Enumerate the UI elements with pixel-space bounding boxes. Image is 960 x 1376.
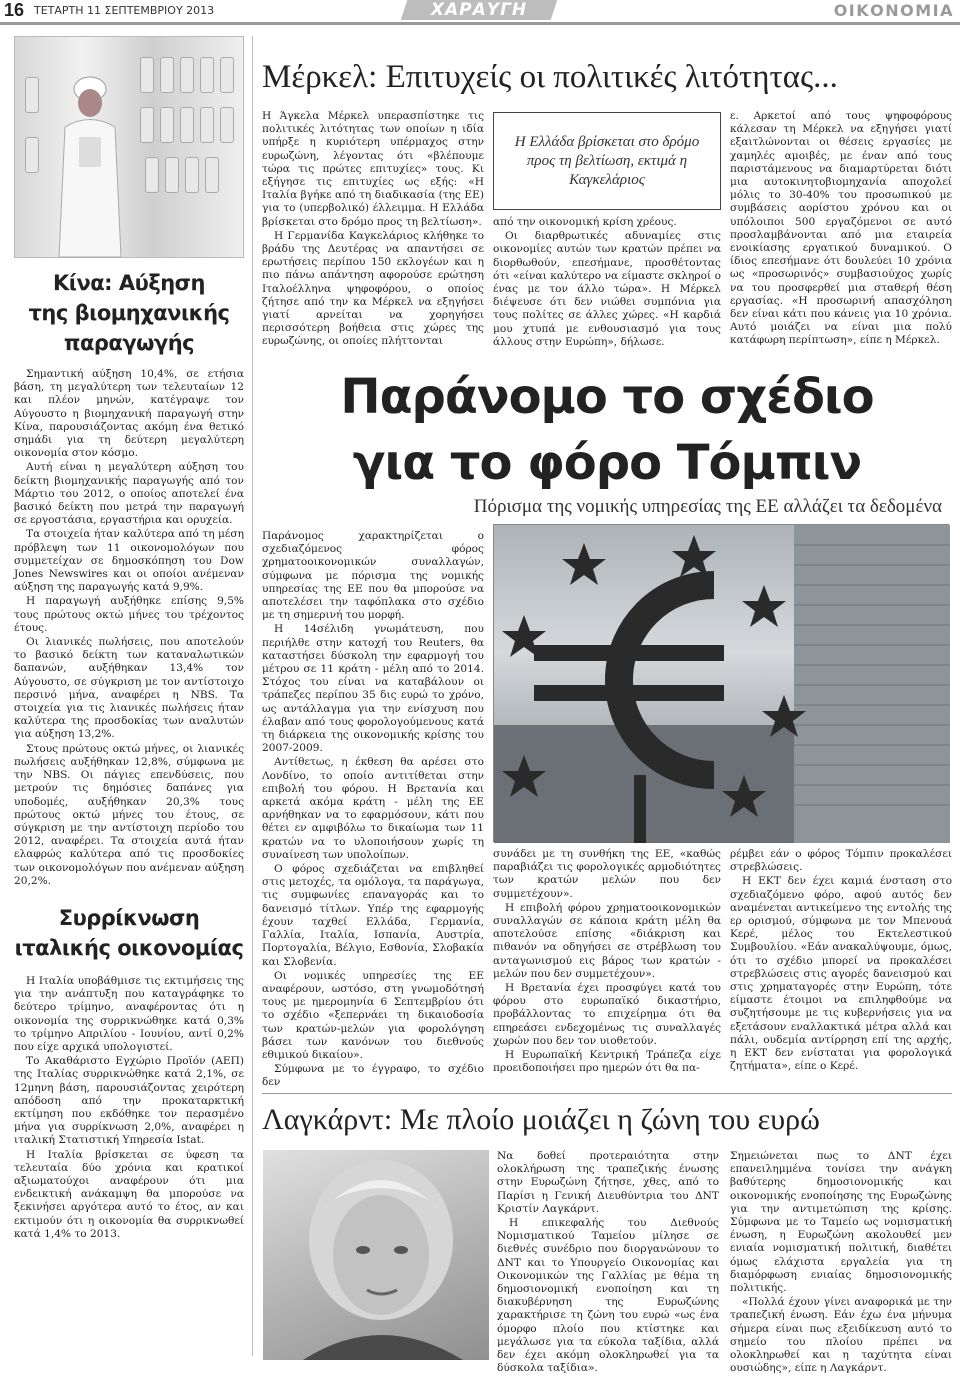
- lagarde-portrait-image: [263, 1150, 489, 1360]
- china-paragraph: Οι λιανικές πωλήσεις, που αποτελούν το βασικό δείκτη των καταναλωτικών δαπανών, αυξήθηκαν 13,4% τον Αύγουστο, σε σύγκριση με τον αντίστοιχο περσινό μήνα, αναφέρει η NBS. Τα στοιχεία για τις λιανικές πωλήσεις ήταν καλύτερα της προσδοκίας των αναλυτών για αύξηση 13,2%.: [14, 636, 244, 741]
- euro-sculpture-image: [494, 525, 950, 843]
- tobin-paragraph: Σύμφωνα με το έγγραφο, το σχέδιο δεν: [262, 1063, 484, 1089]
- logo-text: ΧΑΡΑΥΓΗ: [430, 0, 528, 20]
- tobin-paragraph: Ο φόρος σχεδιάζεται να επιβληθεί στις μετοχές, τα ομόλογα, τα παράγωγα, τις συμφωνίες επαναγοράς και το δανεισμό τίτλων. Υπέρ της εφαρμογής έχουν ταχθεί Ελλάδα, Γερμανία, Γαλλία, Ιταλία, Ισπανία, Αυστρία, Πορτογαλία, Βέλγιο, Εσθονία, Σλοβακία και Σλοβενία.: [262, 863, 484, 968]
- tobin-paragraph: συνάδει με τη συνθήκη της ΕΕ, «καθώς παραβιάζει τις φορολογικές αρμοδιότητες των κρατών μελών που δεν συμμετέχουν».: [493, 848, 721, 900]
- tobin-paragraph: Η επιβολή φόρου χρηματοοικονομικών συναλλαγών σε κάποια κράτη μέλη θα αποτελούσε επίσης «διάκριση και πιθανόν να οδηγήσει σε στρέβλωση του ανταγωνισμού εις βάρος των κρατών - μελών που δεν συμμετέχουν».: [493, 901, 721, 980]
- tobin-headline-line: για το φόρο Τόμπιν: [352, 435, 862, 491]
- merkel-column-1: [262, 110, 484, 350]
- tobin-paragraph: Οι νομικές υπηρεσίες της ΕΕ αναφέρουν, ωστόσο, στη γνωμοδότησή τους με ημερομηνία 6 Σεπτεμβρίου ότι το σχέδιο «ξεπερνάει τη δικαιοδοσία των κρατών-μελών για φορολόγηση βάσει των κανόνων του διεθνούς εθιμικού δικαίου».: [262, 969, 484, 1061]
- china-factory-photo: [14, 36, 244, 258]
- italy-title-line: ιταλικής οικονομίας: [14, 935, 244, 960]
- tobin-column-2: [493, 848, 721, 1076]
- section-name: ΟΙΚΟΝΟΜΙΑ: [833, 1, 954, 20]
- tobin-paragraph: Η Ευρωπαϊκή Κεντρική Τράπεζα είχε προειδοποιήσει προ ημερών ότι θα πα-: [493, 1049, 721, 1075]
- lagarde-divider: [262, 1093, 952, 1094]
- lagarde-paragraph: Να δοθεί προτεραιότητα στην ολοκλήρωση της τραπεζικής ένωσης στην Ευρωζώνη ζήτησε, χθες, από το Παρίσι η Γενική Διευθύντρια του ΔΝΤ Κριστίν Λαγκάρντ.: [497, 1150, 719, 1215]
- merkel-paragraph: Η Άγκελα Μέρκελ υπερασπίστηκε τις πολιτικές λιτότητας των οποίων η ιδία υπήρξε η κυριότερη υπέρμαχος στην ευρωζώνη, λέγοντας ότι «βλέπουμε τώρα τις πρώτες επιτυχίες» τους. Κι εξήγησε τις επιτυχίες ως εξής: «Η Ιταλία βγήκε από τη διαδικασία (της ΕΕ) για το (υπερβολικό) έλλειμμα. Η Ελλάδα βρίσκεται στο δρόμο προς τη βελτίωση».: [262, 110, 484, 228]
- merkel-paragraph: από την οικονομική κρίση χρέους.: [493, 216, 677, 228]
- header-divider: [0, 22, 960, 25]
- china-paragraph: Τα στοιχεία ήταν καλύτερα από τη μέση πρόβλεψη των 11 οικονομολόγων που συμμετείχαν σε δημοσκόπηση του Dow Jones Newswires και οι οποίοι ανέμεναν αύξηση της παραγωγής κατά 9,9%.: [14, 528, 244, 594]
- tobin-paragraph: Η Βρετανία έχει προσφύγει κατά του φόρου στο ευρωπαϊκό δικαστήριο, προβάλλοντας το επιχείρημα ότι θα επηρεάσει ενδεχομένως τις συναλλαγές χωρών που δεν τον υιοθετούν.: [493, 982, 721, 1047]
- euro-sculpture-photo: [493, 524, 949, 842]
- tobin-paragraph: ρέμβει εάν ο φόρος Τόμπιν προκαλέσει στρεβλώσεις.: [730, 848, 952, 874]
- italy-paragraph: Η Ιταλία βρίσκεται σε ύφεση τα τελευταία δύο χρόνια και κρατικοί αξιωματούχοι αναφέρουν ότι μια ενδεικτική ανάκαμψη θα μπορούσε να ξεκινήσει αργότερα αυτό το έτος, αν και εκτιμούν ότι η οικονομία θα συρρικνωθεί κατά 1,4% το 2013.: [14, 1148, 244, 1240]
- tobin-paragraph: Η ΕΚΤ δεν έχει καμιά ένσταση στο σχεδιαζόμενο φόρο, αφού αυτός δεν αναμένεται αντικείμενο της εντολής της ερ ορισμού, σύμφωνα με τον Μπενουά Κερέ, μέλος του Εκτελεστικού Συμβουλίου. «Εάν ανακαλύψουμε, όμως, ότι το σχέδιο μπορεί να προκαλέσει στρεβλώσεις στις αγορές δανεισμού και στις χρηματαγορές στην Ευρώπη, τότε είμαστε έτοιμοι να επιληφθούμε να συζητήσουμε με τις κυβερνήσεις για να εξετάσουν εναλλακτικά μέτρα αλλά και πάλι, ουδεμία αντίρρηση επί της αρχής, η ΕΚΤ δεν ενίσταται για φορολογικά ζητήματα», είπε ο Κερέ.: [730, 875, 952, 1073]
- column-divider: [252, 36, 253, 1356]
- merkel-headline: Μέρκελ: Επιτυχείς οι πολιτικές λιτότητας...: [262, 59, 838, 95]
- lagarde-paragraph: Η επικεφαλής του Διεθνούς Νομισματικού Ταμείου μίλησε σε διεθνές συνέδριο που διοργανώνουν το ΔΝΤ και το Υπουργείο Οικονομίας και Οικονομικών της Γαλλίας με θέμα τη δημοσιονομική ενοποίηση και τη διακυβέρνηση της Ευρωζώνης χαρακτήρισε τη ζώνη του ευρώ «ως ένα όμορφο πλοίο που κτίστηκε και μεγάλωσε για τα εύκολα ταξίδια, αλλά δεν έχει ακόμη ολοκληρωθεί για τα δύσκολα ταξίδια».: [497, 1217, 719, 1375]
- italy-paragraph: Το Ακαθάριστο Εγχώριο Προϊόν (ΑΕΠ) της Ιταλίας συρρικνώθηκε κατά 2,1%, σε 12μηνη βάση, παρουσιάζοντας χειρότερη απόδοση από την προκαταρκτική εκτίμηση που εκδόθηκε τον περασμένο μήνα για συρρίκνωση 2,0%, αναφέρει η ιταλική Στατιστική Υπηρεσία Istat.: [14, 1055, 244, 1147]
- lagarde-paragraph: Σημειώνεται πως το ΔΝΤ έχει επανειλημμένα τονίσει την ανάγκη βαθύτερης δημοσιονομικής και οικονομικής ενοποίησης της Ευρωζώνης για την αντιμετώπιση της κρίσης. Σύμφωνα με το Ταμείο ως νομισματική ένωση, η Ευρωζώνη ακολουθεί μεν ενιαία νομισματική πολιτική, διαθέτει όμως ελάχιστα εργαλεία για τη διαμόρφωση ενιαίας δημοσιονομικής πολιτικής.: [730, 1150, 952, 1295]
- tobin-paragraph: Αντίθετως, η έκθεση θα αρέσει στο Λονδίνο, το οποίο αντιτίθεται στην επιβολή του φόρου. Η Βρετανία και αρκετά ακόμα κράτη - μέλη της ΕΕ αρνήθηκαν να το εφαρμόσουν, κάτι που θέτει εν αμφιβόλω το δικαίωμα των 11 κρατών να το υλοποιήσουν χωρίς τη συναίνεση των υπολοίπων.: [262, 756, 484, 861]
- tobin-headline-line: Παράνομο το σχέδιο: [340, 369, 874, 425]
- page-number: 16: [4, 0, 30, 20]
- merkel-paragraph: Η Γερμανίδα Καγκελάριος κλήθηκε το βράδυ της Δευτέρας να απαντήσει σε ερωτήσεις περίπου 150 εκλογέων και η πιο πάνω απάντηση αφορούσε ερώτηση Ιταλοέλληνα ψηφοφόρου, ο οποίος ζήτησε από την κα Μέρκελ να εξηγήσει γιατί αρνείται να χορηγήσει περισσότερη βοήθεια στις χώρες της ευρωζώνης, οι οποίες πλήττονται: [262, 229, 484, 348]
- lagarde-paragraph: «Πολλά έχουν γίνει αναφορικά με την τραπεζική ένωση. Εάν έχω ένα μήνυμα σήμερα είναι πως εξειδίκευση αυτό το σημείο του πλοίου πρέπει να ολοκληρωθεί και η ταχύτητα είναι ουσιώδης», είπε η Λαγκάρντ.: [730, 1296, 952, 1375]
- china-paragraph: Σημαντική αύξηση 10,4%, σε ετήσια βάση, τη μεγαλύτερη των τελευταίων 12 και πλέον μηνών, κατέγραψε τον Αύγουστο η βιομηχανική παραγωγή στην Κίνα, παρουσιάζοντας ακόμη ένα θετικό σημάδι για τη δεύτερη μεγαλύτερη οικονομία στον κόσμο.: [14, 368, 244, 460]
- china-article: [14, 268, 244, 1242]
- issue-date: ΤΕΤΑΡΤΗ 11 ΣΕΠΤΕΜΒΡΙΟΥ 2013: [34, 4, 215, 17]
- china-title-line: παραγωγής: [63, 331, 195, 355]
- tobin-column-3: [730, 848, 952, 1074]
- tobin-paragraph: Η 14σέλιδη γνωμάτευση, που περιήλθε στην κατοχή του Reuters, θα καταστήσει δύσκολη την εφαρμογή του μέτρου σε 11 κράτη - μέλη από το 2014. Στόχος του είναι να καταβάλουν οι τράπεζες περίπου 35 δις ευρώ το χρόνο, ως αντάλλαγμα για την ενίσχυση που έλαβαν από τους φορολογούμενους κατά τη διάρκεια της οικονομικής κρίσης του 2007-2009.: [262, 623, 484, 755]
- tobin-paragraph: Παράνομος χαρακτηρίζεται ο σχεδιαζόμενος φόρος χρηματοοικονομικών συναλλαγών, σύμφωνα με πόρισμα της νομικής υπηρεσίας της ΕΕ που θα μπορούσε να αποτελέσει την ταφόπλακα στο σχέδιο με τη σημερινή του μορφή.: [262, 530, 484, 622]
- italy-paragraph: Η Ιταλία υποβάθμισε τις εκτιμήσεις της για την ανάπτυξη που καταγράφηκε το δεύτερο τρίμηνο, αναφέροντας ότι η οικονομία της συρρικνώθηκε κατά 0,3% το τρίμηνο Απριλίου - Ιουνίου, αντί 0,2% που είχε αρχικά υπολογιστεί.: [14, 974, 244, 1053]
- merkel-paragraph: ε. Αρκετοί από τους ψηφοφόρους κάλεσαν τη Μέρκελ να εξηγήσει γιατί εξαιτλώνονται οι θέσεις εργασίες με χαμηλές αμοιβές, με έναν από τους παριστάμενους να διαμαρτύρεται διότι μια αυτοκινητοβιομηχανία αποχολεί μόλις το 30-40% του προσωπικού με συμβάσεις αορίστου χρόνου και οι υπόλοιποι 500 εργαζόμενοι σε αυτό προσλαμβάνονται από μια εταιρεία ενοικίασης εργατικού δυναμικού. Ο ίδιος επεσήμανε ότι δουλεύει 10 χρόνια ως «προσωρινός» συμβασιούχος χωρίς να του προσφερθεί μια σταθερή θέση εργασίας. «Η προσωρινή απασχόληση δεν είναι κάτι που κάνεις για 10 χρόνια. Αυτό μοιάζει να είναι μια πολύ κατάφωρη περίπτωση», είπε η Μέρκελ.: [730, 110, 952, 347]
- merkel-paragraph: Οι διαρθρωτικές αδυναμίες στις οικονομίες αυτών των κρατών πρέπει να διορθωθούν, επεσήμανε, προσθέτοντας ότι «είναι καλύτερο να είμαστε σκληροί ο ένας με τον άλλο τώρα». Η Μέρκελ διέψευσε ότι δεν νιώθει συμπόνια για τους πολίτες σε άλλες χώρες. «Η καρδιά μου χτυπά με ενθουσιασμό για τους άλλους στην Ευρώπη», δήλωσε.: [493, 230, 721, 348]
- lagarde-column-2: [730, 1150, 952, 1376]
- pull-quote-text: Η Ελλάδα βρίσκεται στο δρόμο προς τη βελτίωση, εκτιμά η Καγκελάριος: [514, 133, 700, 188]
- china-title-line: της βιομηχανικής: [28, 301, 230, 325]
- china-paragraph: Αυτή είναι η μεγαλύτερη αύξηση του δείκτη βιομηχανικής παραγωγής από τον Μάρτιο του 2012, ο οποίος αποτελεί ένα βασικό δείκτη που μετρά την παραγωγή σε εργοστάσια, εργαστήρια και ορυχεία.: [14, 461, 244, 527]
- lagarde-portrait-photo: [263, 1150, 489, 1360]
- tobin-column-1: [262, 530, 484, 1091]
- merkel-column-3: [730, 110, 952, 349]
- newspaper-logo: [401, 0, 557, 20]
- merkel-pull-quote: [493, 112, 721, 210]
- tobin-subtitle: Πόρισμα της νομικής υπηρεσίας της ΕΕ αλλάζει τα δεδομένα: [473, 496, 942, 517]
- tobin-headline: [262, 364, 952, 496]
- lagarde-headline: Λαγκάρντ: Με πλοίο μοιάζει η ζώνη του ευρώ: [262, 1103, 820, 1136]
- lagarde-column-1: [497, 1150, 719, 1376]
- china-paragraph: Στους πρώτους οκτώ μήνες, οι λιανικές πωλήσεις αυξήθηκαν 12,8%, σύμφωνα με την NBS. Οι πάγιες επενδύσεις, που μετρούν τις δημόσιες δαπάνες για υποδομές, αυξήθηκαν 20,3% τους πρώτους οκτώ μήνες του έτους, σε σύγκριση με την αντίστοιχη περίοδο του 2012, αναφέρει. Τα στοιχεία αυτά ήταν ελαφρώς καλύτερα από τις προσδοκίες των οικονομολόγων που ανέμεναν αύξηση 20,2%.: [14, 742, 244, 887]
- china-title-line: Κίνα: Αύξηση: [53, 271, 205, 295]
- worker-figure: [55, 67, 125, 257]
- china-paragraph: Η παραγωγή αυξήθηκε επίσης 9,5% τους πρώτους οκτώ μήνες του τρέχοντος έτους.: [14, 595, 244, 634]
- merkel-column-2: [493, 216, 721, 350]
- italy-title-line: Συρρίκνωση: [58, 905, 200, 930]
